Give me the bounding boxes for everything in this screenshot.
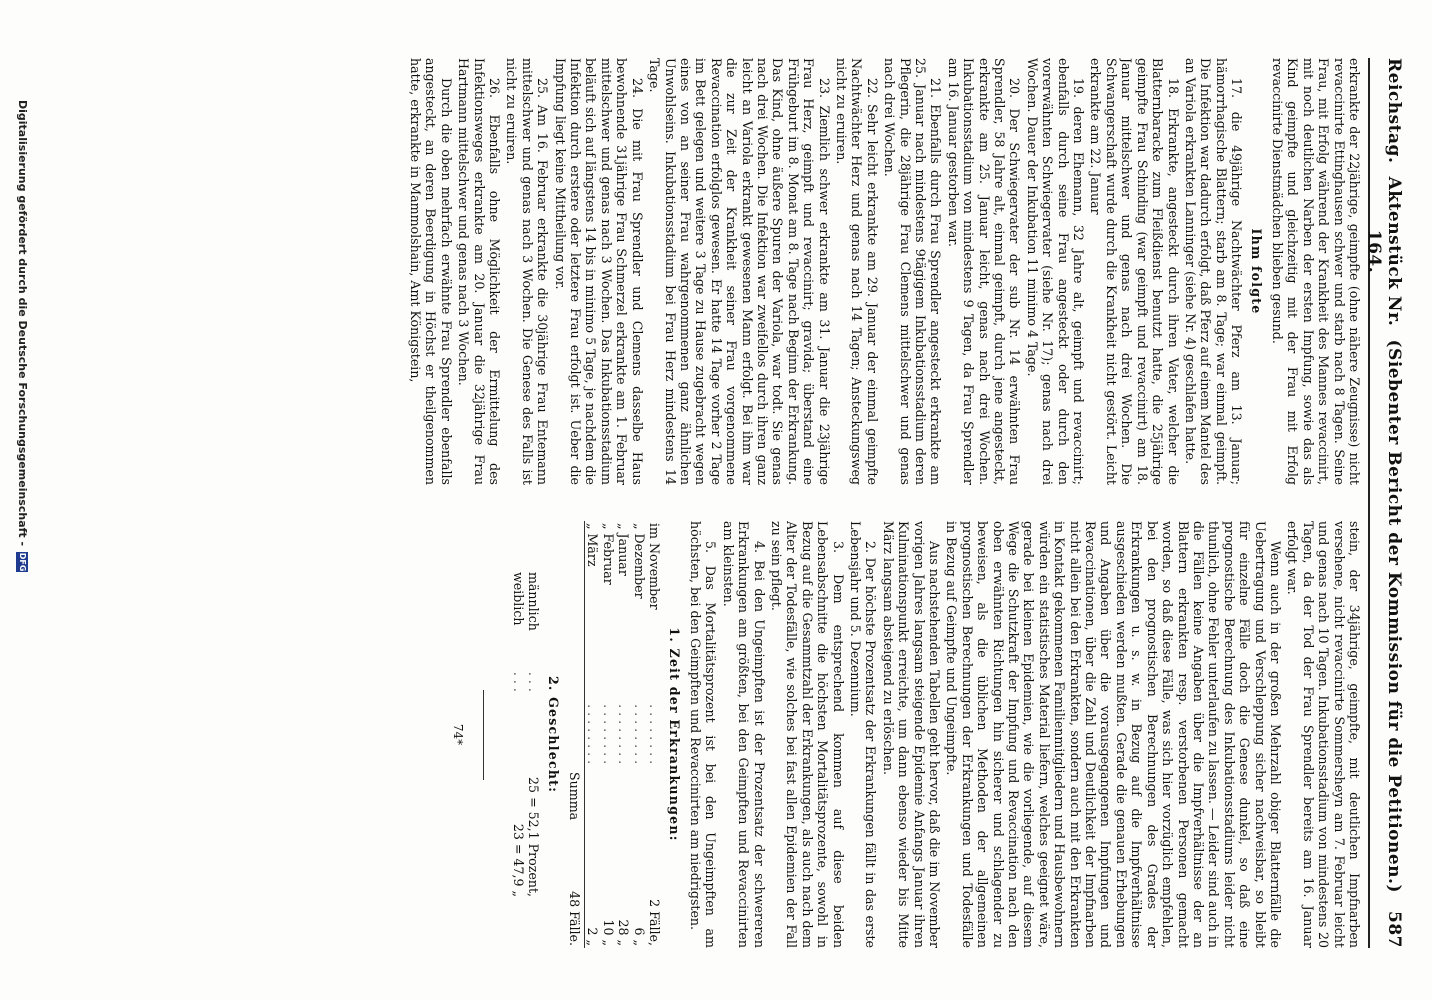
header-document-number: Aktenstück Nr. 164.	[1364, 176, 1404, 327]
gender-row	[526, 568, 541, 901]
paragraph: stein, der 34jährige, geimpfte, mit deutlichen Impfnarben versehene, nicht revaccinirte Sommersheyn am 7. Februar leicht und genas nach 10 Tagen. Inkubationsstadium von mindestens 20 Tagen, da der Tod der Frau Sprendler bereits am 16. Januar erfolgt war.	[1285, 521, 1362, 948]
closing-rule	[483, 690, 484, 780]
paragraph: 3. Dem entsprechend kommen auf diese beiden Lebensabschnitte die höchsten Mortalitätsprozente, sowohl in Bezug auf die Gesammtzahl der Erkrankungen, als auch nach dem Alter der Todesfälle, wie solches bei fast allen Epidemien der Fall zu sein pflegt.	[768, 521, 846, 948]
leader-dots: . . . . . . . .	[647, 704, 663, 765]
leader-dots: . . .	[526, 671, 542, 692]
paragraph: 17. die 49jährige Nachtwächter Pferz am 13. Januar; hämorrhagische Blattern; starb am 8. Tage; war einmal geimpft. Die Infektion war dadurch erfolgt, daß Pferz auf einem Mantel des an Variola erkrankten Lanninger (siehe Nr. 4) geschlafen hatte.	[1182, 58, 1245, 485]
page-header	[1364, 58, 1404, 948]
dfg-logo: DFG	[18, 552, 28, 572]
paragraph: 24. Die mit Frau Sprendler und Clemens dasselbe Haus bewohnende 31jährige Frau Schmerzel erkrankte am 1. Februar mittelschwer und genas nach 3 Wochen. Das Inkubationsstadium beläuft sich auf längstens 14 bis in minimo 5 Tage, je nachdem die Infektion durch erstere oder letztere Frau erfolgt ist. Ueber die Impfung liegt keine Mittheilung vor.	[552, 58, 645, 485]
digitization-credit	[16, 100, 29, 572]
paragraph: 4. Bei den Ungeimpften ist der Prozentsatz der schwereren Erkrankungen am größten, bei den Geimpften und Revaccinirten am kleinsten.	[720, 521, 767, 948]
month-value: 28 „	[616, 919, 632, 946]
cases-by-month-table	[567, 521, 662, 948]
column-right	[60, 521, 1362, 948]
leader-dots: . . . . . . . .	[616, 704, 632, 765]
leader-dots: . . . . . . . .	[585, 704, 601, 765]
month-value: 2 Fälle,	[647, 899, 663, 946]
paragraph: 18. Erkrankte, angesteckt durch ihren Vater, welcher die Blatternbaracke zum Fleißdienst benutzt hatte, die 25jährige geimpfte Frau Schinding (war geimpft und revaccinirt) am 18. Januar mittelschwer und genas nach drei Wochen. Die Schwangerschaft wurde durch die Krankheit nicht gestört. Leicht erkrankte am 22. Januar	[1088, 58, 1181, 485]
leader-dots: . . .	[510, 671, 526, 692]
paragraph: 25. Am 16. Februar erkrankte die 30jährige Frau Entemann mittelschwer und genas nach 3 Wochen. Die Genese des Falls ist nicht zu eruiren.	[504, 58, 551, 485]
month-value: 10 „	[600, 919, 616, 946]
gender-value: 23 = 47,9 „	[510, 823, 526, 898]
header-report-title: (Siebenter Bericht der Kommission für die Petitionen.)	[1384, 339, 1404, 893]
gender-row	[510, 568, 525, 901]
page-number: 587	[1384, 911, 1404, 948]
section-heading-time: 1. Zeit der Erkrankungen:	[666, 627, 682, 842]
paragraph: 21. Ebenfalls durch Frau Sprendler angesteckt erkrankte am 25. Januar nach mindestens 9tägigem Inkubationsstadium deren Pflegerin, die 28jährige Frau Clemens mittelschwer und genas nach drei Wochen.	[882, 58, 944, 485]
leader-dots: . . . . . . . .	[631, 704, 647, 765]
paragraph: 5. Das Mortalitätsprozent ist bei den Ungeimpften am höchsten, bei den Geimpften und Revaccinirten am niedrigsten.	[687, 521, 719, 948]
paragraph: erkrankte der 22jährige, geimpfte (ohne nähere Zeugnisse) nicht revaccinirte Ettinghausen schwer und starb nach 8 Tagen. Seine Frau, mit Erfolg während der Krankheit des Mannes revaccinirt, mit noch deutlichen Narben der ersten Impfung, sowie das als Kind geimpfte und gleichzeitig mit der Frau mit Erfolg revaccinirte Dienstmädchen blieben gesund.	[1269, 58, 1362, 485]
sum-row	[567, 521, 585, 948]
month-row	[647, 521, 662, 948]
credit-text: Digitalisierung gefördert durch die Deutsche Forschungsgemeinschaft -	[16, 100, 29, 547]
gender-label: männlich	[526, 571, 542, 631]
column-left	[60, 58, 1362, 485]
paragraph: 26. Ebenfalls ohne Möglichkeit der Ermittelung des Infektionsweges erkrankte am 20. Januar die 32jährige Frau Hartmann mittelschwer und genas nach 3 Wochen.	[456, 58, 503, 485]
gender-label: weiblich	[510, 571, 526, 626]
paragraph: 23. Ziemlich schwer erkrankte am 31. Januar die 23jährige Frau Herz, geimpft und revaccinirt; gravida; überstand eine Frühgeburt im 8. Monat am 8. Tage nach Beginn der Erkrankung. Das Kind, ohne äußere Spuren der Variola, war todt. Sie genas nach drei Wochen. Die Infektion war zweifellos durch ihren ganz leicht an Variola erkrankt gewesenen Mann erfolgt. Bei ihm war die zur Zeit der Krankheit seiner Frau vorgenommene Revaccination erfolglos gewesen. Er hatte 14 Tage vorher 2 Tage im Bett gelegen und weitere 3 Tage zu Hause zugebracht wegen eines von an seiner Frau wahrgenommenen ganz ähnlichen Unwohlseins. Inkubationsstadium bei Frau Herz mindestens 14 Tage.	[647, 58, 832, 485]
month-row	[631, 521, 646, 948]
month-row	[616, 521, 631, 948]
paragraph: 2. Der höchste Prozentsatz der Erkrankungen fällt in das erste Lebensjahr und 5. Dezennium.	[848, 521, 879, 948]
month-value: 2 „	[585, 927, 601, 946]
paragraph: 22. Sehr leicht erkrankte am 29. Januar der einmal geimpfte Nachtwächter Herz und genas nach 14 Tagen; Ansteckungsweg nicht zu eruiren.	[834, 58, 880, 485]
signature-mark: 74*	[451, 723, 466, 746]
paragraph: Ihm folgte	[1248, 228, 1264, 315]
month-label: „ Januar	[616, 523, 632, 576]
sum-value: 48 Fälle.	[567, 830, 585, 948]
gender-table	[510, 568, 541, 901]
month-label: „ Dezember	[631, 523, 647, 599]
paragraph: 19. deren Ehemann, 32 Jahre alt, geimpft und revaccinirt; ebenfalls durch seine Frau angesteckt oder durch den vorerwähnten Schwiegervater (siehe Nr. 17); genas nach drei Wochen. Dauer der Inkubation 11 minimo 4 Tage.	[1024, 58, 1087, 485]
month-row	[585, 521, 601, 948]
paragraph: Durch die oben mehrfach erwähnte Frau Sprendler ebenfalls angesteckt, an deren Beerdigung in Höchst er theilgenommen hatte, erkrankte in Mammolshain, Amt Königstein,	[408, 58, 454, 485]
month-label: im November	[647, 523, 663, 610]
text-columns	[60, 58, 1362, 948]
paragraph: 20. Der Schwiegervater der sub Nr. 14 erwähnten Frau Sprendler, 58 Jahre alt, einmal geimpft, durch jene angesteckt, erkrankte am 25. Januar leicht, genas nach drei Wochen. Inkubationsstadium von mindestens 9 Tagen, da Frau Sprendler am 16. Januar gestorben war.	[945, 58, 1023, 485]
header-left: Reichstag.	[1384, 58, 1404, 164]
month-label: „ März	[585, 523, 601, 567]
gender-value: 25 = 52,1 Prozent,	[526, 777, 542, 898]
month-row	[601, 521, 616, 948]
month-label: „ Februar	[600, 523, 616, 585]
month-value: 6 „	[631, 927, 647, 946]
sum-label: Summa	[567, 521, 585, 830]
leader-dots: . . . . . . . .	[600, 704, 616, 765]
paragraph: Aus nachstehenden Tabellen geht hervor, daß die im November vorigen Jahres langsam steigende Epidemie Anfangs Januar ihren Kulminationspunkt erreichte, um dann ebenso wieder bis Mitte März langsam absteigend zu erlöschen.	[880, 521, 943, 948]
section-heading-gender: 2. Geschlecht:	[545, 675, 561, 794]
paragraph: Wenn auch in der großen Mehrzahl obiger Blatternfälle die Uebertragung und Verschleppung sicher nachweisbar, so bleibt für einzelne Fälle doch die Genese dunkel, so daß eine prognostische Berechnung des Inkubationsstadiums leider nicht thunlich, ohne Fehler unterlaufen zu lassen. — Leider sind auch in die Fällen keine Angaben über die Impfverhältnisse der an Blattern erkrankten resp. verstorbenen Personen gemacht worden, so daß diese Fälle, was sich hier vorzüglich empfehlen, bei den prognostischen Berechnungen des Grades der Erkrankungen u. s. w. in Bezug auf die Impfverhältnisse ausgeschieden werden mußten. Gerade die genauen Erhebungen und Angaben über die vorausgegangenen Impfungen und Revaccinationen, über die Zahl und Deutlichkeit der Impfnarben nicht allein bei den Erkrankten, sondern auch mit den Erkrankten in Kontakt gekommenen Familienmitgliedern und Hausbewohnern würden ein statistisches Material liefern, welches geeignet wäre, gerade bei kleinen Epidemien, wie die vorliegende, auf diesem Wege die Schutzkraft der Impfung und Revaccination nach den oben erwähnten Richtungen hin sicherer und schlagender zu beweisen, als die üblichen Methoden der allgemeinen prognostischen Berechnungen der Erkrankungen und Todesfälle in Bezug auf Geimpfte und Ungeimpfte.	[944, 521, 1283, 948]
